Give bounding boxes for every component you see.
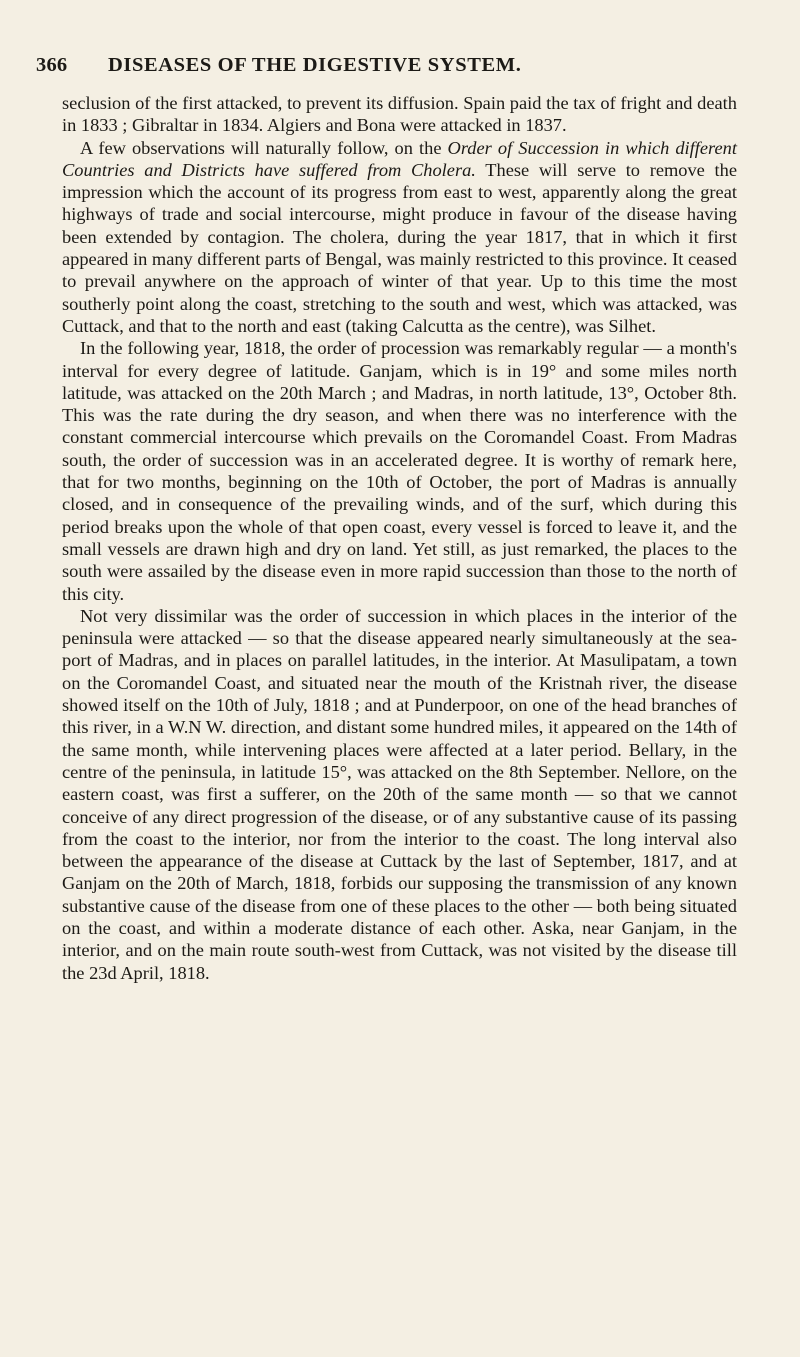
paragraph-text: These will serve to remove the impression which the account of its progress from east to west, apparently along the great highways of trade and social intercourse, might produce in favour of the disease having been extended by contagion. The cholera, during the year 1817, that in which it first appeared in many different parts of Bengal, was mainly restricted to this province. It ceased to prevail anywhere on the approach of winter of that year. Up to this time the most southerly point along the coast, stretching to the south and west, which was attacked, was Cuttack, and that to the north and east (taking Calcutta as the centre), was Silhet.	[62, 159, 738, 336]
paragraph-order-of-succession	[62, 137, 737, 338]
running-title: DISEASES OF THE DIGESTIVE SYSTEM.	[108, 54, 522, 76]
italic-section-heading: Order of Succession in which different Countries and Districts have suffered from Cholera.	[62, 137, 737, 180]
paragraph-1818-procession: In the following year, 1818, the order of procession was remarkably regular — a month's interval for every degree of latitude. Ganjam, which is in 19° and some miles north latitude, was attacked on the 20th March ; and Madras, in north latitude, 13°, October 8th. This was the rate during the dry season, and when there was no interference with the constant commercial intercourse which prevails on the Coromandel Coast. From Madras south, the order of succession was in an accelerated degree. It is worthy of remark here, that for two months, beginning on the 10th of October, the port of Madras is annually closed, and in consequence of the prevailing winds, and of the surf, which during this period breaks upon the whole of that open coast, every vessel is forced to leave it, and the small vessels are drawn high and dry on land. Yet still, as just remarked, the places to the south were assailed by the disease even in more rapid succession than those to the north of this city.	[62, 338, 737, 604]
body-text	[62, 92, 737, 984]
paragraph-interior-succession: Not very dissimilar was the order of succession in which places in the interior of the peninsula were attacked — so that the disease appeared nearly simultaneously at the sea-port of Madras, and in places on parallel latitudes, in the interior. At Masulipatam, a town on the Coromandel Coast, and situated near the mouth of the Kristnah river, the disease showed itself on the 10th of July, 1818 ; and at Punderpoor, on one of the head branches of this river, in a W.N W. direction, and distant some hundred miles, it appeared on the 14th of the same month, while intervening places were affected at a later period. Bellary, in the centre of the peninsula, in latitude 15°, was attacked on the 8th September. Nellore, on the eastern coast, was first a sufferer, on the 20th of the same month — so that we cannot conceive of any direct progression of the disease, or of any substantive cause of its passing from the coast to the interior, nor from the interior to the coast. The long interval also between the appearance of the disease at Cuttack by the last of September, 1817, and at Ganjam on the 20th of March, 1818, forbids our supposing the transmission of any known substantive cause of the disease from one of these places to the other — both being situated on the coast, and within a moderate distance of each other. Aska, near Ganjam, in the interior, and on the main route south-west from Cuttack, was not visited by the disease till the 23d April, 1818.	[62, 605, 737, 983]
page-number: 366	[36, 54, 68, 76]
paragraph-continuation: seclusion of the first attacked, to prevent its diffusion. Spain paid the tax of fright and death in 1833 ; Gibraltar in 1834. Algiers and Bona were attacked in 1837.	[62, 93, 737, 136]
running-header	[36, 54, 734, 84]
paragraph-text: A few observations will naturally follow, on the	[80, 137, 448, 158]
